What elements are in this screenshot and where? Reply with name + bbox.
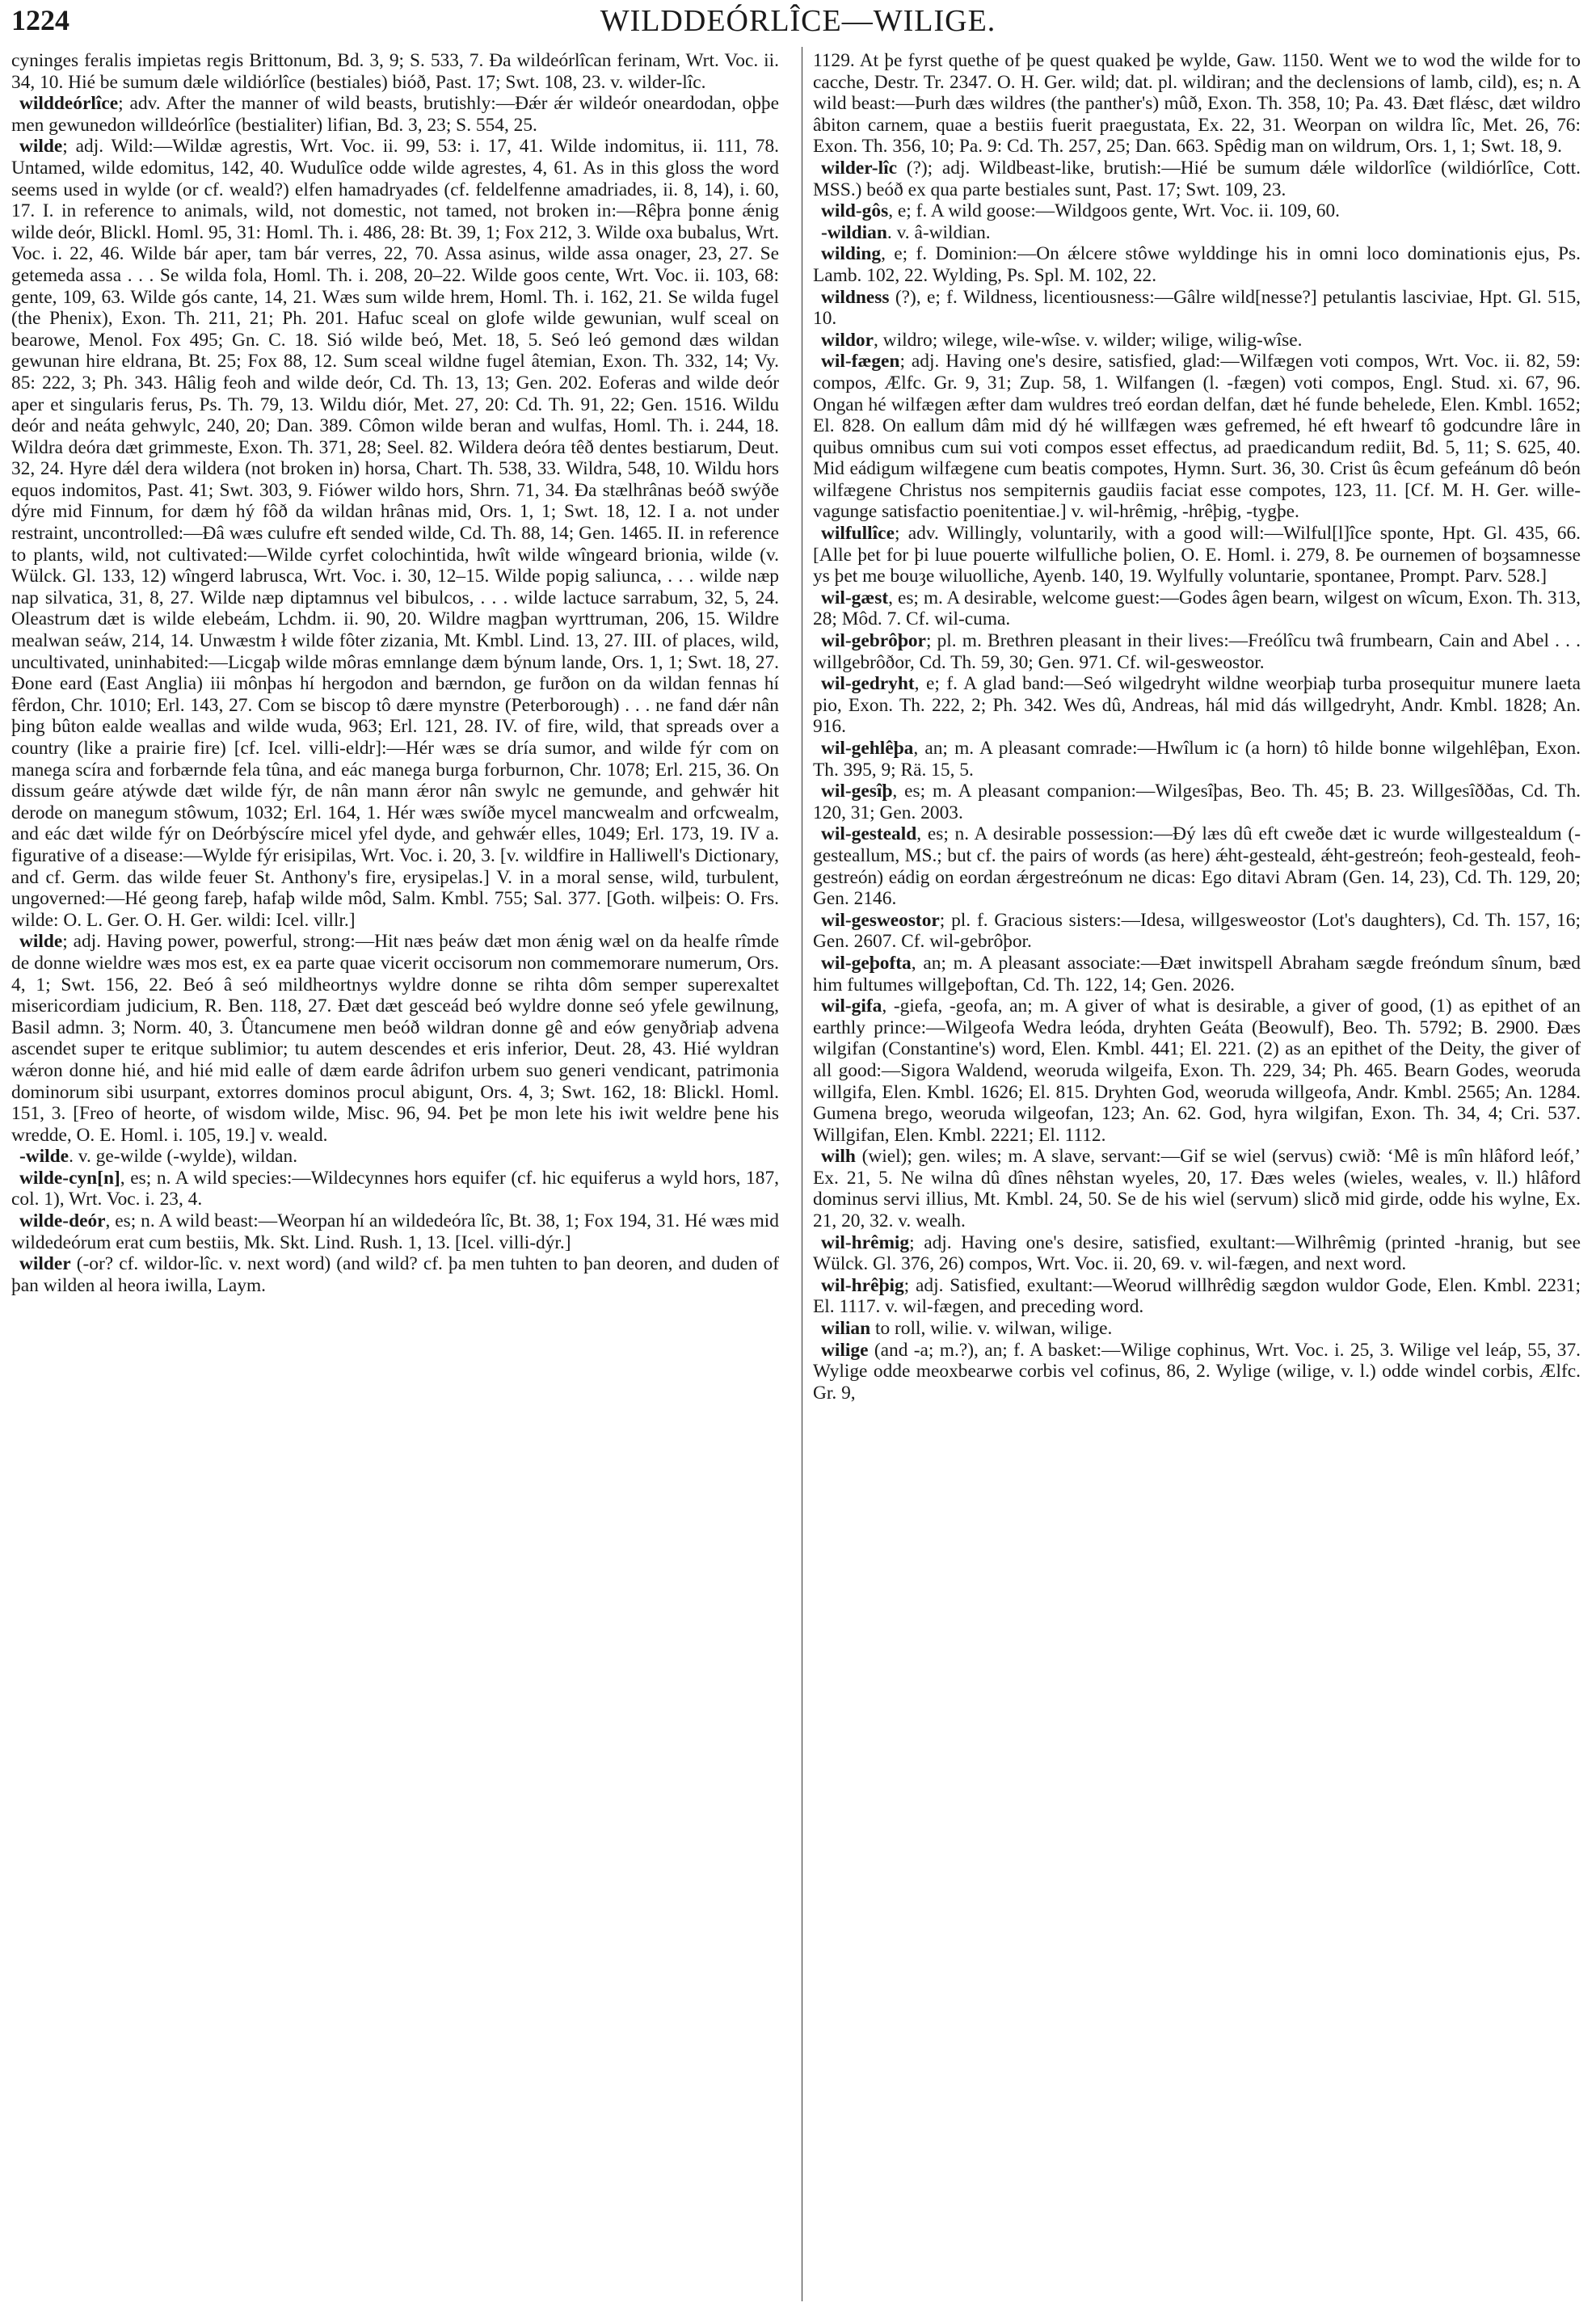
entry-body: , e; f. Dominion:—On ǽlcere stôwe wylddinge his in omni loco dominationis ejus, Ps. Lamb. 102, 22. Wylding, Ps. Spl. M. 102, 22.	[813, 243, 1581, 286]
entry-body: ; pl. f. Gracious sisters:—Idesa, willgesweostor (Lot's daughters), Cd. Th. 157, 16; Gen. 2607. Cf. wil-gebrôþor.	[813, 909, 1581, 953]
dictionary-entry	[813, 1146, 1581, 1231]
headword: wil-gebrôþor	[821, 630, 926, 652]
headword: wildor	[821, 329, 874, 351]
entry-body: cyninges feralis impietas regis Brittonum, Bd. 3, 9; S. 533, 7. Ða wildeórlîcan ferinam, Wrt. Voc. ii. 34, 10. Hié be sumum dæle wildiórlîce (bestiales) bióð, Past. 17; Swt. 108, 23. v. wilder-lîc.	[11, 50, 779, 93]
headword: wil-geþofta	[821, 952, 912, 974]
headword: wil-gesteald	[821, 823, 917, 845]
entry-body: , -giefa, -geofa, an; m. A giver of what is desirable, a giver of good, (1) as epithet of an earthly prince:—Wilgeofa Wedra leóda, dryhten Geáta (Beowulf), Beo. Th. 5792; B. 2900. Ðæs wilgifan (Constantine's) word, Elen. Kmbl. 441; El. 221. (2) as an epithet of the Deity, the giver of all good:—Sigora Waldend, weoruda wilgeifa, Exon. Th. 229, 34; Ph. 465. Bearn Godes, weoruda willgifa, Elen. Kmbl. 1626; El. 815. Dryhten God, weoruda willgeofa, Andr. Kmbl. 2565; An. 1284. Gumena brego, weoruda wilgeofan, 123; An. 62. God, hyra wilgifan, Exon. Th. 34, 4; Cri. 537. Willgifan, Elen. Kmbl. 2221; El. 1112.	[813, 996, 1581, 1146]
headword: wil-gehlêþa	[821, 738, 914, 759]
dictionary-entry	[11, 1210, 779, 1253]
entry-body: to roll, wilie. v. wilwan, wilige.	[870, 1318, 1113, 1340]
dictionary-entry	[813, 1232, 1581, 1275]
dictionary-entry	[11, 1146, 779, 1168]
page-title: WILDDEÓRLÎCE—WILIGE.	[600, 4, 996, 38]
headword: -wildian	[821, 221, 887, 243]
entry-body: , es; n. A wild species:—Wildecynnes hors equifer (cf. hic equiferus a wyld hors, 187, col. 1), Wrt. Voc. i. 23, 4.	[11, 1167, 779, 1210]
left-column	[11, 50, 779, 1296]
dictionary-entry	[11, 1168, 779, 1210]
dictionary-entry	[813, 738, 1581, 781]
entry-body: ; adj. Having one's desire, satisfied, exultant:—Wilhrêmig (printed -hranig, but see Wülck. Gl. 376, 26) compos, Wrt. Voc. ii. 20, 69. v. wil-fægen, and next word.	[813, 1231, 1581, 1275]
entry-body: (-or? cf. wildor-lîc. v. next word) (and wild? cf. þa men tuhten to þan deoren, and duden of þan wilden al heora iwilla, Laym.	[11, 1253, 779, 1296]
dictionary-entry	[813, 1318, 1581, 1340]
dictionary-entry	[813, 823, 1581, 909]
dictionary-entry	[813, 287, 1581, 330]
dictionary-entry	[813, 587, 1581, 630]
entry-body: , an; m. A pleasant comrade:—Hwîlum ic (a horn) tô hilde bonne wilgehlêþan, Exon. Th. 395, 9; Rä. 15, 5.	[813, 738, 1581, 781]
dictionary-entry	[813, 523, 1581, 587]
dictionary-entry	[11, 50, 779, 93]
headword: -wilde	[19, 1146, 69, 1168]
dictionary-entry	[813, 953, 1581, 996]
headword: wilder-lîc	[821, 157, 897, 179]
dictionary-entry	[813, 243, 1581, 286]
headword: wilder	[19, 1253, 71, 1275]
headword: wil-gesweostor	[821, 909, 940, 931]
page-header	[11, 3, 1585, 44]
headword: wilian	[821, 1318, 871, 1340]
dictionary-entry	[813, 330, 1581, 351]
dictionary-entry	[813, 1340, 1581, 1404]
entry-body: ; adv. After the manner of wild beasts, brutishly:—Ðǽr ǽr wildeór oneardodan, oþþe men gewunedon willdeórlîce (bestialiter) lifian, Bd. 3, 23; S. 554, 25.	[11, 93, 779, 136]
headword: wilddeórlîce	[19, 93, 119, 115]
headword: wil-gifa	[821, 996, 882, 1017]
entry-body: ; adj. Having one's desire, satisfied, glad:—Wilfægen voti compos, Wrt. Voc. ii. 82, 59: compos, Ælfc. Gr. 9, 31; Zup. 58, 1. Wilfangen (l. -fægen) voti compos, Engl. Stud. xi. 67, 96. Ongan hé wilfægen æfter dam wuldres treó eordan delfan, dæt hé funde behelede, Elen. Kmbl. 1652; El. 828. On eallum dâm mid dý hé willfægen wæs gefremed, hé eft hwearf tô godcundre lâre in quibus omnibus cum sui voti compos esset effectus, ad praedicandum rediit, Bd. 5, 11; S. 625, 40. Mid eádigum wilfægene cum beatis compotes, Hymn. Surt. 36, 30. Crist ûs êcum gefeánum dô beón wilfægene Christus nos sempiternis gaudiis faciat esse compotes, 123, 11. [Cf. M. H. Ger. wille-vagunge satisfactio poenitentiae.] v. wil-hrêmig, -hrêþig, -tygþe.	[813, 351, 1581, 523]
entry-body: (?); adj. Wildbeast-like, brutish:—Hié be sumum dǽle wildorlîce (wildiórlîce, Cott. MSS.) beóð ex qua parte bestiales sunt, Past. 17; Swt. 109, 23.	[813, 157, 1581, 200]
headword: wilh	[821, 1146, 856, 1168]
headword: wilde-deór	[19, 1210, 106, 1232]
headword: wil-hrêmig	[821, 1231, 910, 1253]
entry-body: , es; n. A desirable possession:—Ðý læs dû eft cweðe dæt ic wurde willgestealdum (-gesteallum, MS.; but cf. the pairs of words (as here) ǽht-gesteald, ǽht-gestreón; feoh-gesteald, feoh-gestreón) eádig on eordan ǽrgestreónum ne dicas: Ego ditavi Abram (Gen. 14, 23), Cd. Th. 129, 20; Gen. 2146.	[813, 823, 1581, 910]
entry-body: 1129. At þe fyrst quethe of þe quest quaked þe wylde, Gaw. 1150. Went we to wod the wilde for to cacche, Destr. Tr. 2347. O. H. Ger. wild; dat. pl. wildiran; and the declensions of lamb, cild), es; n. A wild beast:—Þurh dæs wildres (the panther's) mûð, Exon. Th. 358, 10; Pa. 43. Ðæt flǽsc, dæt wildro âbiton carnem, quae a bestiis fuerit praegustata, Ex. 22, 31. Weorpan on wildra lîc, Met. 26, 76: Exon. Th. 356, 10; Pa. 9: Cd. Th. 257, 25; Dan. 663. Spêdig man on wildrum, Ors. 1, 1; Swt. 18, 9.	[813, 50, 1581, 158]
entry-body: , wildro; wilege, wile-wîse. v. wilder; wilige, wilig-wîse.	[873, 329, 1303, 351]
dictionary-entry	[11, 136, 779, 931]
dictionary-entry	[11, 1253, 779, 1296]
entry-body: (and -a; m.?), an; f. A basket:—Wilige cophinus, Wrt. Voc. i. 25, 3. Wilige vel leáp, 55, 37. Wylige odde meoxbearwe corbis vel cofinus, 86, 2. Wylige (wilige, v. l.) odde windel corbis, Ælfc. Gr. 9,	[813, 1339, 1581, 1404]
headword: wilde	[19, 136, 63, 158]
entry-body: (wiel); gen. wiles; m. A slave, servant:—Gif se wiel (servus) cwið: ‘Mê is mîn hlâford leóf,’ Ex. 21, 5. Ne wilna dû dînes nêhstan wyeles, 20, 17. Ðæs weles (wieles, weales, v. ll.) hlâford dominus servi illius, Mt. Kmbl. 24, 50. Se de his wiel (servum) slicð mid girde, odde his wylne, Ex. 21, 20, 32. v. wealh.	[813, 1146, 1581, 1232]
headword: wilding	[821, 243, 882, 265]
dictionary-entry	[11, 93, 779, 136]
headword: wilde-cyn[n]	[19, 1167, 120, 1189]
headword: wilde	[19, 931, 63, 953]
dictionary-entry	[813, 673, 1581, 738]
entry-body: ; adj. Satisfied, exultant:—Weorud willhrêdig sægdon wuldor Gode, Elen. Kmbl. 2231; El. 1117. v. wil-fægen, and preceding word.	[813, 1274, 1581, 1318]
entry-body: ; adv. Willingly, voluntarily, with a good will:—Wilful[l]îce sponte, Hpt. Gl. 435, 66. [Alle þet for þi luue pouerte wilfulliche þolien, O. E. Homl. i. 279, 8. Þe ournemen of boȝsamnesse ys þet me bouȝe wiluolliche, Ayenb. 140, 19. Wylfully voluntarie, spontanee, Prompt. Parv. 528.]	[813, 523, 1581, 587]
entry-body: , es; m. A pleasant companion:—Wilgesîþas, Beo. Th. 45; B. 23. Willgesîððas, Cd. Th. 120, 31; Gen. 2003.	[813, 781, 1581, 823]
page-number: 1224	[11, 4, 69, 36]
dictionary-entry	[813, 781, 1581, 823]
dictionary-entry	[813, 222, 1581, 244]
headword: wil-gæst	[821, 587, 889, 608]
entry-body: ; pl. m. Brethren pleasant in their lives:—Freólîcu twâ frumbearn, Cain and Abel . . . willgebrôðor, Cd. Th. 59, 30; Gen. 971. Cf. wil-gesweostor.	[813, 630, 1581, 673]
entry-body: , e; f. A wild goose:—Wildgoos gente, Wrt. Voc. ii. 109, 60.	[888, 200, 1341, 222]
entry-body: ; adj. Wild:—Wildæ agrestis, Wrt. Voc. ii. 99, 53: i. 17, 41. Wilde indomitus, ii. 111, 78. Untamed, wilde edomitus, 142, 40. Wudulîce odde wilde agrestes, 4, 61. As in this gloss the word seems used in wylde (or cf. weald?) elfen hamadryades (cf. feldelfenne amadriades, ii. 8, 14), i. 60, 17. I. in reference to animals, wild, not domestic, not tamed, not broken in:—Rêþra þonne ǽnig wilde deór, Blickl. Homl. 95, 31: Homl. Th. i. 486, 28: Bt. 39, 1; Fox 212, 3. Wilde oxa bubalus, Wrt. Voc. i. 22, 46. Wilde bár aper, tam bár verres, 22, 70. Assa asinus, wilde assa onager, 23, 27. Se getemeda assa . . . Se wilda fola, Homl. Th. i. 208, 20–22. Wilde goos cente, Wrt. Voc. ii. 103, 68: gente, 109, 63. Wilde gós cante, 14, 21. Wæs sum wilde hrem, Homl. Th. i. 162, 21. Se wilda fugel (the Phenix), Exon. Th. 211, 21; Ph. 201. Hafuc sceal on glofe wilde gewunian, wulf sceal on bearowe, Menol. Fox 495; Gn. C. 18. Sió wilde beó, Met. 18, 5. Seó leó gemond dæs wildan gewunan hire eldrana, Bt. 25; Fox 88, 12. Sum sceal wildne fugel âtemian, Exon. Th. 332, 14; Vy. 85: 222, 3; Ph. 343. Hâlig feoh and wilde deór, Cd. Th. 13, 13; Gen. 202. Eoferas and wilde deór aper et singularis ferus, Ps. Th. 79, 13. Wildu diór, Met. 27, 20: Cd. Th. 91, 22; Gen. 1516. Wildu deór and neáta gehwylc, 240, 20; Dan. 389. Cômon wilde beran and wulfas, Homl. Th. i. 244, 18. Wildra deóra dæt grimmeste, Exon. Th. 371, 28; Seel. 82. Wildera deóra têð dentes bestiarum, Deut. 32, 24. Hyre dǽl dera wildera (not broken in) horsa, Chart. Th. 538, 33. Wildra, 548, 10. Wildu hors equos indomitos, Past. 41; Swt. 303, 9. Fiówer wildo hors, Shrn. 71, 34. Ða stælhrânas beóð swýðe dýre mid Finnum, for dæm hý fôð da wildan hrânas mid, Ors. 1, 1; Swt. 18, 12. I a. not under restraint, uncontrolled:—Ðâ wæs culufre eft sended wilde, Cd. Th. 88, 14; Gen. 1465. II. in reference to plants, wild, not cultivated:—Wilde cyrfet colochintida, hwît wilde wîngeard brionia, wilde (v. Wülck. Gl. 133, 12) wîngerd labrusca, Wrt. Voc. i. 30, 12–15. Wilde popig saliunca, . . . wilde næp nap silvatica, 31, 8, 27. Wilde næp diptamnus vel bibulcos, . . . wilde lactuce sarrabum, 32, 5, 24. Oleastrum dæt is wilde elebeám, Lchdm. ii. 90, 20. Wildre magþan wyrttruman, 206, 15. Wildre mealwan seáw, 214, 14. Unwæstm ł wilde fôter zizania, Mt. Kmbl. Lind. 13, 27. III. of places, wild, uncultivated, uninhabited:—Licgaþ wilde môras emnlange dæm býnum lande, Ors. 1, 1; Swt. 18, 27. Ðone eard (East Anglia) iii mônþas hí hergodon and bærndon, ge furðon on da wildan fennas hí fêrdon, Chr. 1010; Erl. 143, 27. Com se biscop tô dære mynstre (Peterborough) . . . ne fand dǽr nân þing bûton ealde weallas and wilde wuda, 963; Erl. 121, 28. IV. of fire, wild, that spreads over a country (like a prairie fire) [cf. Icel. villi-eldr]:—Hér wæs se dría sumor, and wilde fýr com on manega scíra and forbærnde fela tûna, and eác manega burga forburnon, Chr. 1078; Erl. 215, 36. On dissum geáre atýwde dæt wilde fýr, de nân mann ǽror nân swylc ne gemunde, and gehwǽr hit derode on manegum stôwum, 1032; Erl. 164, 1. Hér wæs swíðe mycel mancwealm and orfcwealm, and eác dæt wilde fýr on Deórbýscíre micel yfel dyde, and gehwǽr elles, 1049; Erl. 173, 19. IV a. figurative of a disease:—Wylde fýr erisipilas, Wrt. Voc. i. 20, 3. [v. wildfire in Halliwell's Dictionary, and cf. Germ. das wilde feuer St. Anthony's fire, erysipelas.] V. in a moral sense, wild, turbulent, ungoverned:—Hé geong fareþ, hafaþ wilde môd, Salm. Kmbl. 755; Sal. 377. [Goth. wilþeis: O. Frs. wilde: O. L. Ger. O. H. Ger. wildi: Icel. villr.]	[11, 136, 779, 931]
entry-body: (?), e; f. Wildness, licentiousness:—Gâlre wild[nesse?] petulantis lasciviae, Hpt. Gl. 515, 10.	[813, 286, 1581, 330]
dictionary-entry	[813, 50, 1581, 158]
entry-body: ; adj. Having power, powerful, strong:—Hit næs þeáw dæt mon ǽnig wæl on da healfe rîmde de donne wieldre wæs mos est, ex ea parte quae vicerit occisorum non commemorare numerum, Ors. 4, 1; Swt. 156, 22. Beó â seó mildheortnys wyldre donne se rihta dôm semper superexaltet misericordiam judicium, R. Ben. 118, 27. Ðæt dæt gesceád beó wyldre donne seó yfele gewilnung, Basil admn. 3; Norm. 40, 3. Ûtancumene men beóð wildran donne gê and eów genyðriaþ advena ascendet super te eritque sublimior; tu autem descendes et eris inferior, Deut. 28, 43. Hié wyldran wǽron donne hié, and hié mid ealle of dæm earde âdrifon urbem suo generi vendicant, patrimonia dominorum sibi usurpant, extorres dominos procul abigunt, Ors. 4, 3; Swt. 162, 18: Blickl. Homl. 151, 3. [Freo of heorte, of wisdom wilde, Misc. 96, 94. Þet þe mon lete his iwit weldre þene his wredde, O. E. Homl. i. 105, 19.] v. weald.	[11, 931, 779, 1146]
headword: wilfullîce	[821, 523, 895, 545]
entry-body: , es; m. A desirable, welcome guest:—Godes âgen bearn, wilgest on wîcum, Exon. Th. 313, 28; Môd. 7. Cf. wil-cuma.	[813, 587, 1581, 630]
headword: wil-fægen	[821, 351, 900, 373]
headword: wild-gôs	[821, 200, 889, 222]
headword: wil-hrêþig	[821, 1274, 904, 1296]
headword: wil-gedryht	[821, 673, 915, 695]
entry-body: . v. â-wildian.	[886, 221, 991, 243]
dictionary-entry	[11, 931, 779, 1146]
entry-body: , es; n. A wild beast:—Weorpan hí an wildedeóra lîc, Bt. 38, 1; Fox 194, 31. Hé wæs mid wildedeórum erat cum bestiis, Mk. Skt. Lind. Rush. 1, 13. [Icel. villi-dýr.]	[11, 1210, 779, 1253]
headword: wilige	[821, 1339, 869, 1361]
dictionary-entry	[813, 158, 1581, 200]
dictionary-entry	[813, 1275, 1581, 1318]
entry-body: . v. ge-wilde (-wylde), wildan.	[69, 1146, 298, 1168]
dictionary-entry	[813, 200, 1581, 222]
dictionary-entry	[813, 351, 1581, 523]
dictionary-entry	[813, 630, 1581, 673]
entry-body: , an; m. A pleasant associate:—Ðæt inwitspell Abraham sægde freóndum sînum, bæd him fultumes willgeþoftan, Cd. Th. 122, 14; Gen. 2026.	[813, 952, 1581, 996]
dictionary-entry	[813, 996, 1581, 1146]
headword: wil-gesîþ	[821, 781, 893, 802]
right-column	[813, 50, 1581, 1404]
dictionary-entry	[813, 910, 1581, 953]
entry-body: , e; f. A glad band:—Seó wilgedryht wildne weorþiaþ turba prosequitur munere laeta pio, Exon. Th. 222, 2; Ph. 342. Wes dû, Andreas, hál mid dás willgedryht, Andr. Kmbl. 1828; An. 916.	[813, 673, 1581, 738]
headword: wildness	[821, 286, 890, 308]
